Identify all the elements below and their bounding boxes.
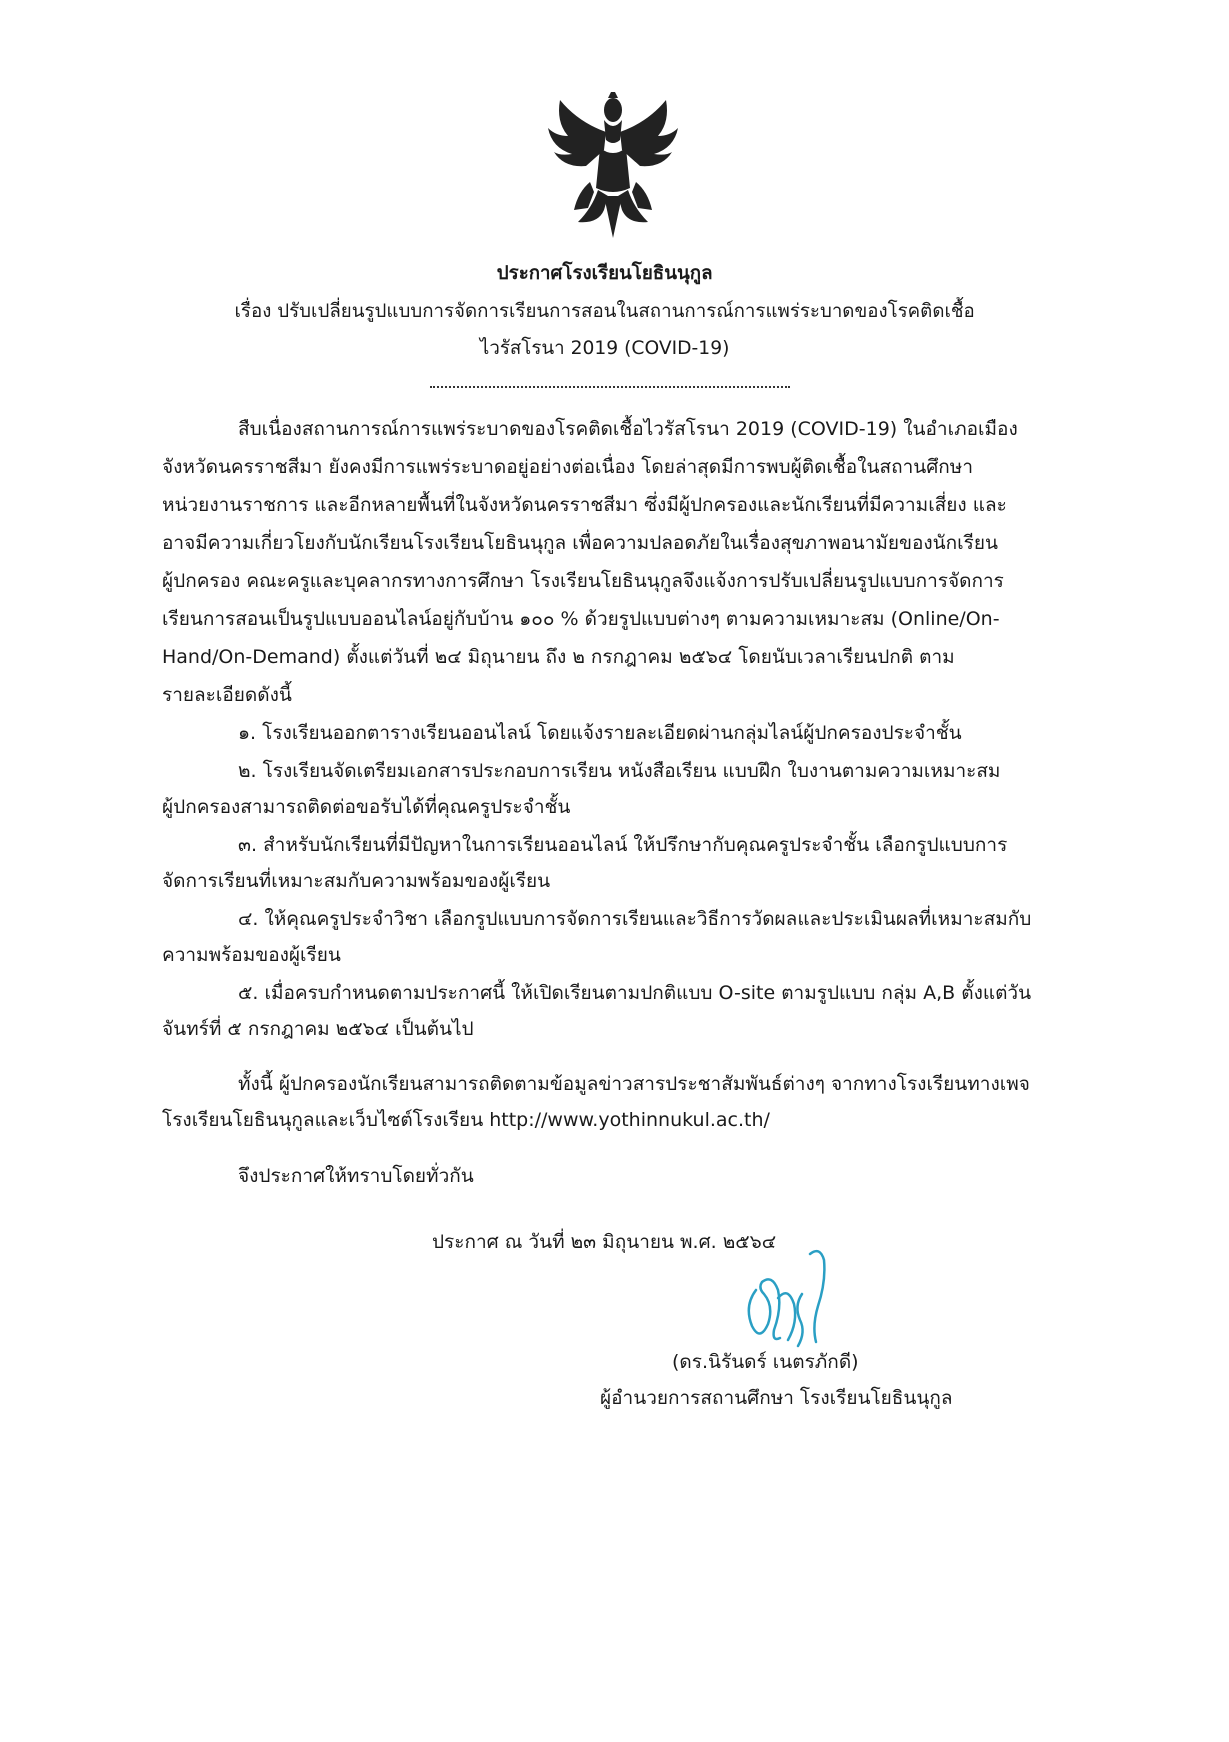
list-item: ๑. โรงเรียนออกตารางเรียนออนไลน์ โดยแจ้งรายละเอียดผ่านกลุ่มไลน์ผู้ปกครองประจำชั้น [238, 722, 962, 744]
note-line: โรงเรียนโยธินนุกูลและเว็บไซต์โรงเรียน http://www.yothinnukul.ac.th/ [162, 1109, 770, 1131]
intro-line: อาจมีความเกี่ยวโยงกับนักเรียนโรงเรียนโยธินนุกูล เพื่อความปลอดภัยในเรื่องสุขภาพอนามัยของนักเรียน [162, 532, 998, 554]
list-item-continued: จันทร์ที่ ๕ กรกฎาคม ๒๕๖๔ เป็นต้นไป [162, 1018, 474, 1040]
subject-line-1: เรื่อง ปรับเปลี่ยนรูปแบบการจัดการเรียนการสอนในสถานการณ์การแพร่ระบาดของโรคติดเชื้อ [234, 300, 975, 322]
intro-line: หน่วยงานราชการ และอีกหลายพื้นที่ในจังหวัดนครราชสีมา ซึ่งมีผู้ปกครองและนักเรียนที่มีความเสี่ยง และ [162, 494, 1007, 516]
list-item: ๕. เมื่อครบกำหนดตามประกาศนี้ ให้เปิดเรียนตามปกติแบบ O-site ตามรูปแบบ กลุ่ม A,B ตั้งแต่วัน [238, 982, 1032, 1004]
closing-text: จึงประกาศให้ทราบโดยทั่วกัน [238, 1165, 474, 1187]
page-title: ประกาศโรงเรียนโยธินนุกูล [496, 262, 713, 284]
list-item: ๔. ให้คุณครูประจำวิชา เลือกรูปแบบการจัดการเรียนและวิธีการวัดผลและประเมินผลที่เหมาะสมกับ [238, 908, 1032, 930]
announcement-date: ประกาศ ณ วันที่ ๒๓ มิถุนายน พ.ศ. ๒๕๖๔ [432, 1231, 777, 1253]
intro-line: สืบเนื่องสถานการณ์การแพร่ระบาดของโรคติดเชื้อไวรัสโรนา 2019 (COVID-19) ในอำเภอเมือง [238, 418, 1018, 440]
garuda-emblem-icon [538, 92, 688, 242]
signer-name: (ดร.นิรันดร์ เนตรภักดี) [672, 1351, 859, 1373]
list-item-continued: ผู้ปกครองสามารถติดต่อขอรับได้ที่คุณครูประจำชั้น [162, 796, 571, 818]
intro-line: รายละเอียดดังนี้ [162, 684, 292, 706]
intro-line: ผู้ปกครอง คณะครูและบุคลากรทางการศึกษา โรงเรียนโยธินนุกูลจึงแจ้งการปรับเปลี่ยนรูปแบบการจัดการ [162, 570, 1004, 592]
intro-line: Hand/On-Demand) ตั้งแต่วันที่ ๒๔ มิถุนายน ถึง ๒ กรกฎาคม ๒๕๖๔ โดยนับเวลาเรียนปกติ ตาม [162, 646, 955, 668]
list-item-continued: จัดการเรียนที่เหมาะสมกับความพร้อมของผู้เรียน [162, 870, 551, 892]
list-item-continued: ความพร้อมของผู้เรียน [162, 944, 341, 966]
subject-line-2: ไวรัสโรนา 2019 (COVID-19) [479, 337, 730, 359]
intro-line: เรียนการสอนเป็นรูปแบบออนไลน์อยู่กับบ้าน ๑๐๐ % ด้วยรูปแบบต่างๆ ตามความเหมาะสม (Online/On- [162, 608, 1000, 630]
intro-line: จังหวัดนครราชสีมา ยังคงมีการแพร่ระบาดอยู่อย่างต่อเนื่อง โดยล่าสุดมีการพบผู้ติดเชื้อในสถานศึกษา [162, 456, 973, 478]
divider [430, 386, 790, 388]
signature-icon [738, 1246, 838, 1356]
note-line: ทั้งนี้ ผู้ปกครองนักเรียนสามารถติดตามข้อมูลข่าวสารประชาสัมพันธ์ต่างๆ จากทางโรงเรียนทางเพจ [238, 1073, 1030, 1095]
list-item: ๓. สำหรับนักเรียนที่มีปัญหาในการเรียนออนไลน์ ให้ปรึกษากับคุณครูประจำชั้น เลือกรูปแบบการ [238, 834, 1008, 856]
signer-position: ผู้อำนวยการสถานศึกษา โรงเรียนโยธินนุกูล [600, 1387, 953, 1409]
list-item: ๒. โรงเรียนจัดเตรียมเอกสารประกอบการเรียน หนังสือเรียน แบบฝึก ใบงานตามความเหมาะสม [238, 760, 1001, 782]
